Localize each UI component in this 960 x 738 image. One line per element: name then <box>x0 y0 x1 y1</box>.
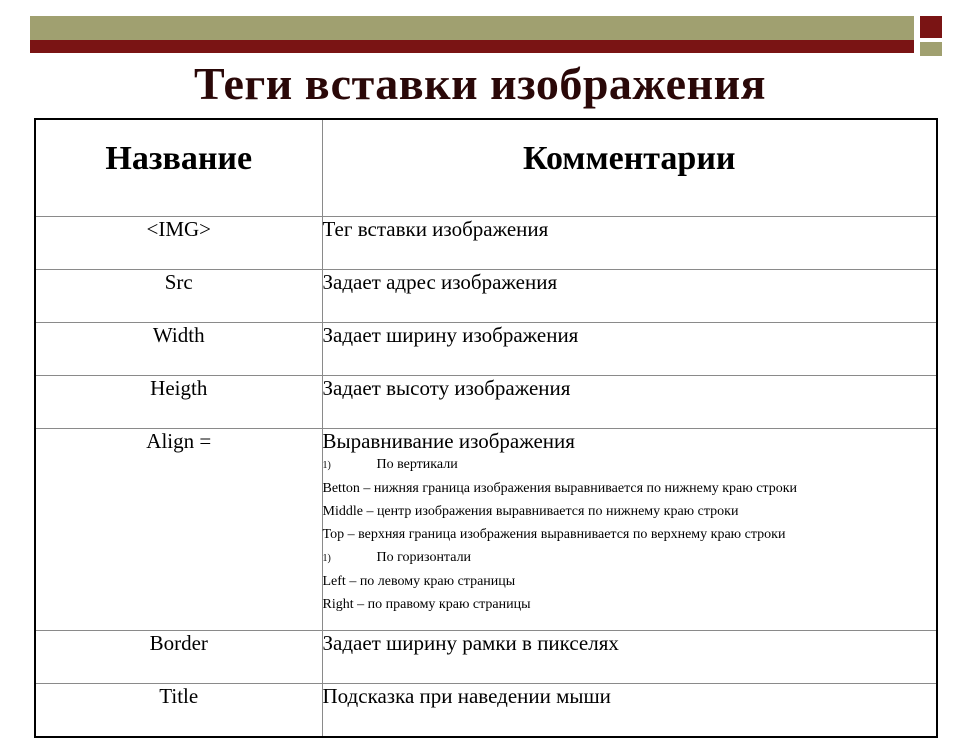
detail-text: По горизонтали <box>376 550 472 565</box>
table-header-row <box>35 119 937 217</box>
row-name: Heigth <box>35 376 322 429</box>
row-comment: Задает высоту изображения <box>322 376 937 429</box>
detail-text: Left – по левому краю страницы <box>322 574 516 589</box>
row-comment-align <box>322 429 937 631</box>
detail-text: Top – верхняя граница изображения выравнивается по верхнему краю строки <box>322 527 786 542</box>
row-comment: Задает адрес изображения <box>322 270 937 323</box>
row-name: Title <box>35 684 322 737</box>
row-comment: Тег вставки изображения <box>322 217 937 270</box>
header-bar-maroon <box>30 40 914 53</box>
row-comment: Задает ширину рамки в пикселях <box>322 631 937 684</box>
header-name: Название <box>35 119 322 217</box>
row-comment: Подсказка при наведении мыши <box>322 684 937 737</box>
table-row <box>35 270 937 323</box>
header-comment: Комментарии <box>322 119 937 217</box>
row-name: Width <box>35 323 322 376</box>
table-row <box>35 323 937 376</box>
slide-title: Теги вставки изображения <box>194 58 766 109</box>
header-bar-olive <box>30 16 914 40</box>
align-detail-line <box>323 570 937 593</box>
align-main-comment: Выравнивание изображения <box>322 429 575 453</box>
align-detail-line <box>323 477 937 500</box>
corner-square-maroon <box>920 16 942 38</box>
table-row <box>35 217 937 270</box>
table-row <box>35 376 937 429</box>
align-detail-line <box>323 500 937 523</box>
detail-text: Right – по правому краю страницы <box>322 597 531 612</box>
align-detail-line <box>323 453 937 477</box>
detail-text: Betton – нижняя граница изображения выравнивается по нижнему краю строки <box>322 481 798 496</box>
row-name: <IMG> <box>35 217 322 270</box>
tags-table <box>34 118 938 738</box>
align-detail-line <box>323 593 937 616</box>
row-name: Src <box>35 270 322 323</box>
detail-text: По вертикали <box>376 457 458 472</box>
corner-square-olive <box>920 42 942 56</box>
detail-number: 1) <box>322 460 331 471</box>
row-name: Border <box>35 631 322 684</box>
detail-number: 1) <box>322 553 331 564</box>
row-comment: Задает ширину изображения <box>322 323 937 376</box>
align-detail-line <box>323 523 937 546</box>
table-row <box>35 684 937 737</box>
row-name: Align = <box>35 429 322 631</box>
align-detail-line <box>323 546 937 570</box>
table-row-align <box>35 429 937 631</box>
table-row <box>35 631 937 684</box>
detail-text: Middle – центр изображения выравнивается по нижнему краю строки <box>322 504 739 519</box>
